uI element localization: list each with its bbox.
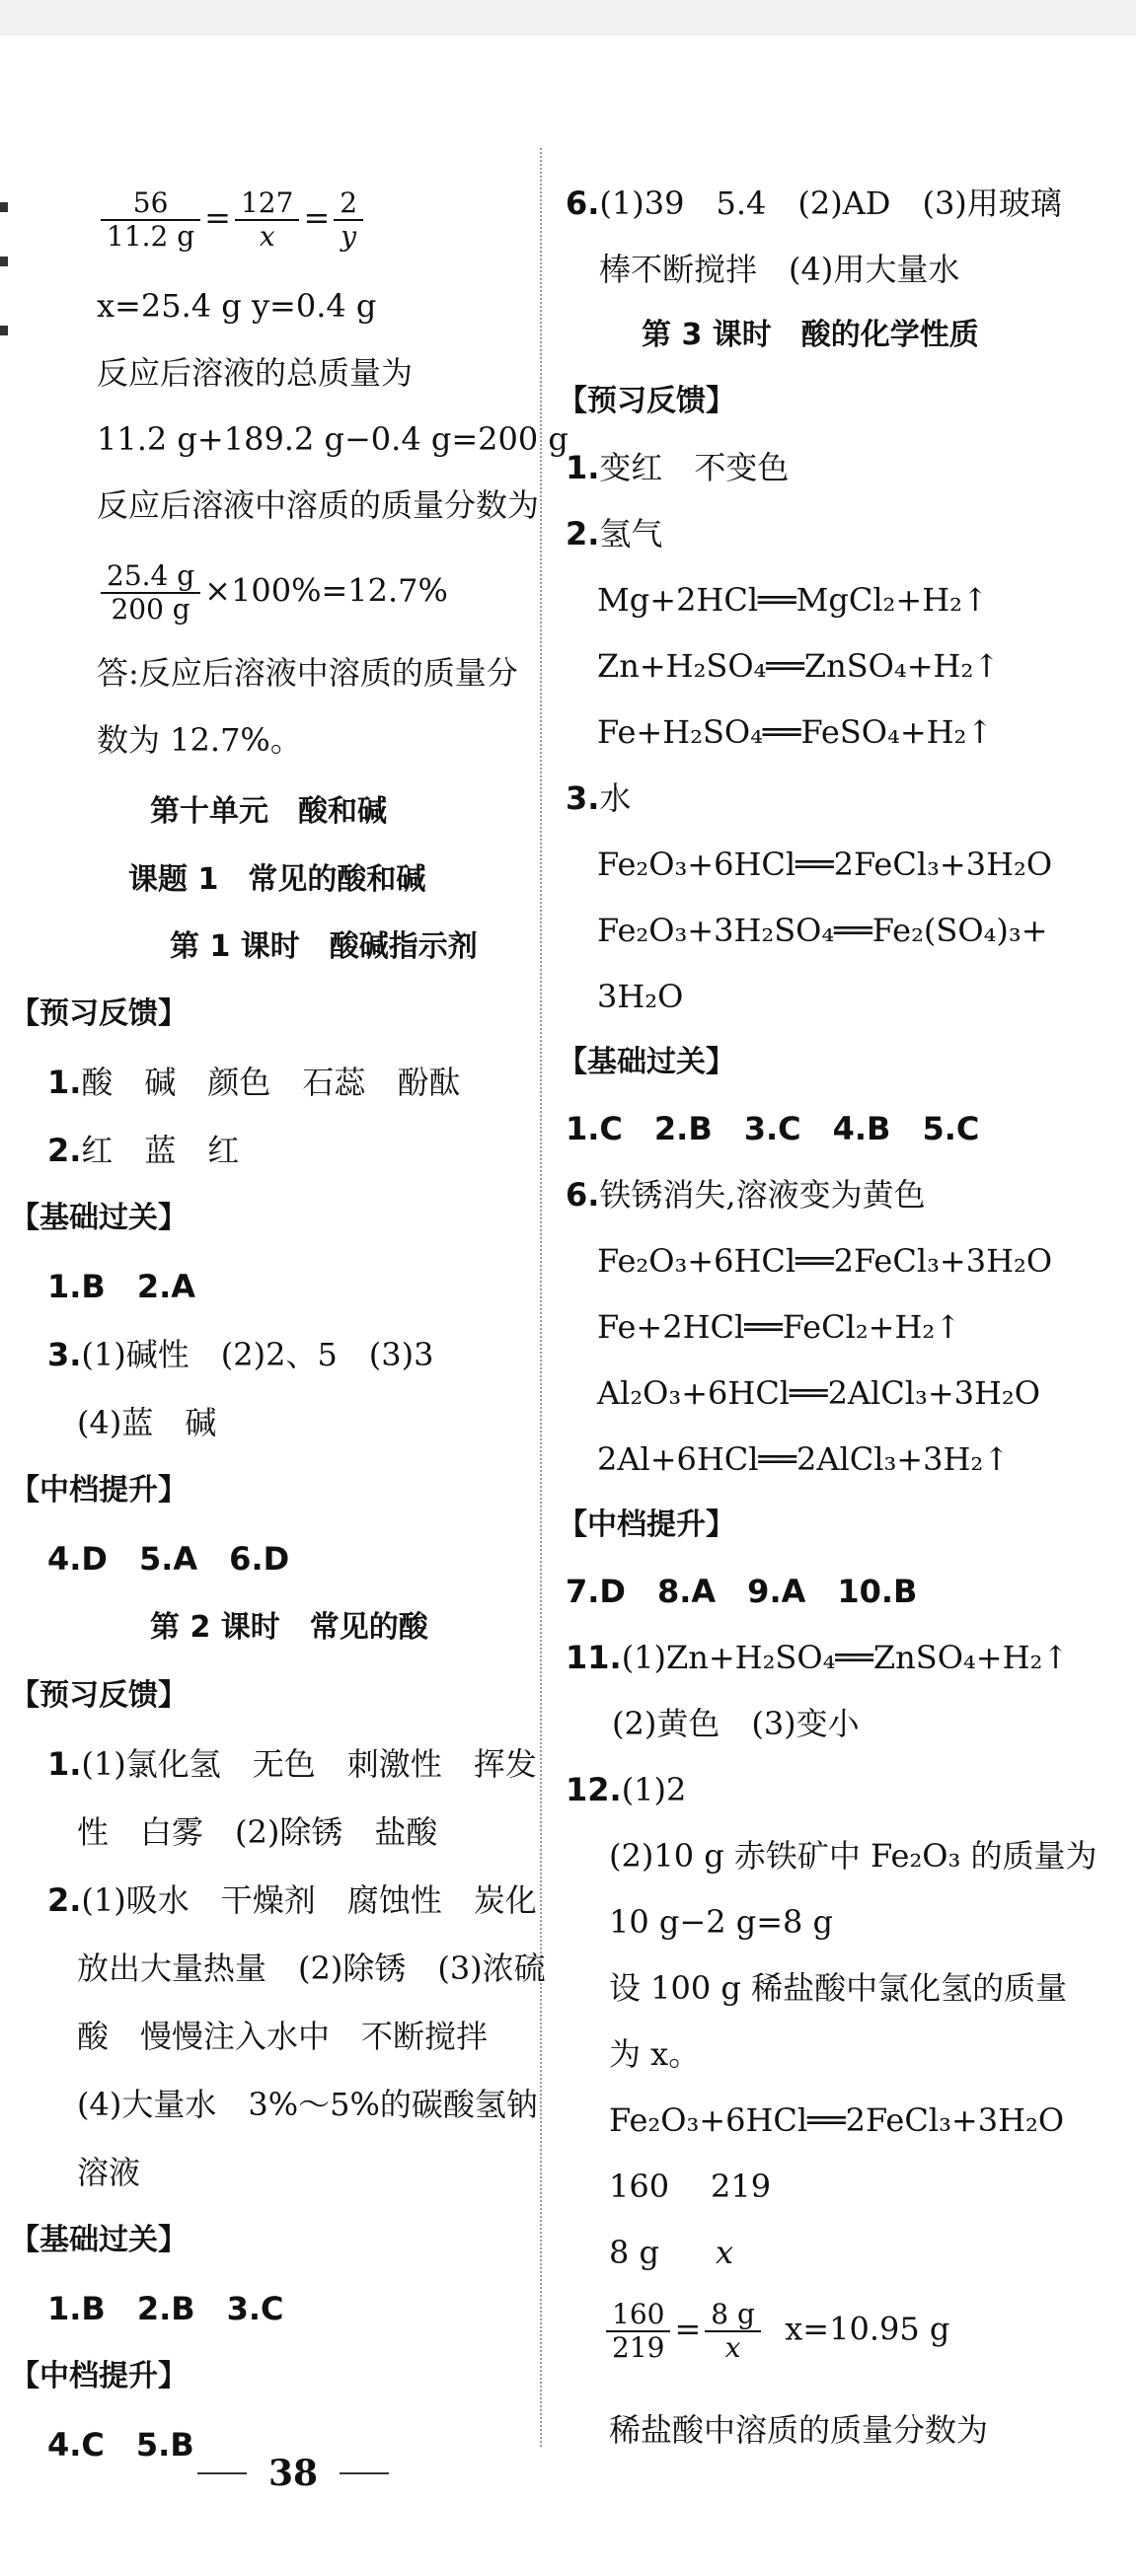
answer-item: 3.(1)碱性 (2)2、5 (3)3 — [47, 1336, 434, 1373]
answer-item: 3.水 — [566, 779, 632, 817]
answer-item: 1.B 2.A — [47, 1268, 196, 1305]
calc-line: 反应后溶液的总质量为 — [97, 354, 414, 392]
answer-item: 棒不断搅拌 (4)用大量水 — [599, 251, 960, 288]
answer-item: 1.(1)氯化氢 无色 刺激性 挥发 — [47, 1745, 537, 1783]
chemical-equation: Fe₂O₃+6HCl══2FeCl₃+3H₂O — [597, 1242, 1053, 1280]
section-heading: 【基础过关】 — [558, 1045, 735, 1079]
section-heading: 【预习反馈】 — [558, 384, 735, 418]
calc-line: 设 100 g 稀盐酸中氯化氢的质量 — [609, 1969, 1068, 2007]
answer-item: (4)蓝 碱 — [77, 1404, 217, 1441]
dash-right — [340, 2472, 389, 2474]
chemical-equation: Fe+H₂SO₄══FeSO₄+H₂↑ — [597, 713, 994, 751]
answer-item: 1.B 2.B 3.C — [47, 2290, 284, 2327]
margin-mark — [0, 257, 8, 266]
lesson-title: 第 3 课时 酸的化学性质 — [642, 318, 979, 352]
answer-item: 放出大量热量 (2)除锈 (3)浓硫 — [77, 1950, 546, 1987]
answer-item: 性 白雾 (2)除锈 盐酸 — [77, 1813, 438, 1851]
calc-line: 11.2 g+189.2 g−0.4 g=200 g — [97, 420, 568, 458]
ratio-equation: $\frac{160}{219}$ = $\frac{8 g}{x}$ x=10.95 g — [602, 2299, 949, 2364]
answer-item: 6.(1)39 5.4 (2)AD (3)用玻璃 — [566, 184, 1062, 222]
chemical-equation: 2Al+6HCl══2AlCl₃+3H₂↑ — [597, 1440, 1010, 1478]
chemical-equation: Fe₂O₃+6HCl══2FeCl₃+3H₂O — [609, 2101, 1065, 2139]
calc-line: x=25.4 g y=0.4 g — [97, 287, 377, 325]
page-number: 38 — [197, 2453, 389, 2494]
answer-item: (4)大量水 3%～5%的碳酸氢钠 — [77, 2086, 538, 2123]
answer-item: 4.C 5.B — [47, 2426, 194, 2464]
answer-item: 1.C 2.B 3.C 4.B 5.C — [566, 1110, 980, 1147]
answer-item: 酸 慢慢注入水中 不断搅拌 — [77, 2018, 489, 2055]
mass-value: 8 g — [609, 2234, 660, 2271]
mass-fraction-equation: $\frac{25.4 g}{200 g}$ ×100%=12.7% — [97, 560, 448, 626]
answer-item: 溶液 — [77, 2154, 141, 2191]
chemical-equation: 3H₂O — [597, 978, 684, 1015]
column-divider — [540, 148, 542, 2447]
chemical-equation: Al₂O₃+6HCl══2AlCl₃+3H₂O — [597, 1374, 1040, 1412]
section-heading: 【基础过关】 — [10, 2223, 188, 2257]
lesson-title: 第 1 课时 酸碱指示剂 — [170, 929, 478, 964]
answer-item: 4.D 5.A 6.D — [47, 1540, 290, 1578]
answer-item: 7.D 8.A 9.A 10.B — [566, 1573, 918, 1610]
answer-item: 2.(1)吸水 干燥剂 腐蚀性 炭化 — [47, 1881, 537, 1919]
unit-title: 第十单元 酸和碱 — [150, 794, 387, 829]
answer-item: 12.(1)2 — [566, 1771, 687, 1808]
top-scan-band — [0, 0, 1136, 36]
answer-item: 11.(1)Zn+H₂SO₄══ZnSO₄+H₂↑ — [566, 1639, 1070, 1676]
section-heading: 【中档提升】 — [558, 1508, 735, 1542]
molar-mass-value: 160 — [609, 2168, 670, 2205]
chemical-equation: Fe+2HCl══FeCl₂+H₂↑ — [597, 1308, 962, 1346]
chemical-equation: Fe₂O₃+6HCl══2FeCl₃+3H₂O — [597, 846, 1053, 883]
dash-left — [197, 2472, 247, 2474]
margin-mark — [0, 202, 8, 212]
chemical-equation: Fe₂O₃+3H₂SO₄══Fe₂(SO₄)₃+ — [597, 912, 1048, 949]
calc-line: 10 g−2 g=8 g — [609, 1903, 834, 1941]
answer-item: (2)黄色 (3)变小 — [612, 1705, 860, 1742]
chemical-equation: Mg+2HCl══MgCl₂+H₂↑ — [597, 581, 989, 619]
molar-mass-value: 219 — [711, 2168, 772, 2205]
answer-line: 数为 12.7%。 — [97, 721, 302, 759]
section-heading: 【中档提升】 — [10, 1473, 188, 1508]
section-heading: 【预习反馈】 — [10, 1678, 188, 1713]
margin-mark — [0, 326, 8, 335]
answer-line: 答:反应后溶液中溶质的质量分 — [97, 654, 518, 692]
calc-line: 反应后溶液中溶质的质量分数为 — [97, 486, 540, 524]
mass-value: x — [716, 2234, 734, 2271]
answer-item: 1.变红 不变色 — [566, 449, 790, 486]
chemical-equation: Zn+H₂SO₄══ZnSO₄+H₂↑ — [597, 647, 1001, 685]
topic-title: 课题 1 常见的酸和碱 — [128, 862, 426, 897]
ratio-equation: $\frac{56}{11.2 g}$ = $\frac{127}{x}$ = $\frac{2}{y}$ — [97, 187, 367, 253]
calc-line: 稀盐酸中溶质的质量分数为 — [609, 2411, 989, 2449]
lesson-title: 第 2 课时 常见的酸 — [150, 1610, 428, 1645]
section-heading: 【基础过关】 — [10, 1201, 188, 1235]
section-heading: 【预习反馈】 — [10, 996, 188, 1031]
section-heading: 【中档提升】 — [10, 2359, 188, 2393]
answer-item: 1.酸 碱 颜色 石蕊 酚酞 — [47, 1064, 461, 1101]
answer-item: 2.红 蓝 红 — [47, 1132, 240, 1169]
answer-item: 6.铁锈消失,溶液变为黄色 — [566, 1176, 926, 1214]
answer-item: 2.氢气 — [566, 515, 663, 552]
answer-item: (2)10 g 赤铁矿中 Fe₂O₃ 的质量为 — [609, 1837, 1098, 1875]
calc-line: 为 x。 — [609, 2035, 701, 2073]
